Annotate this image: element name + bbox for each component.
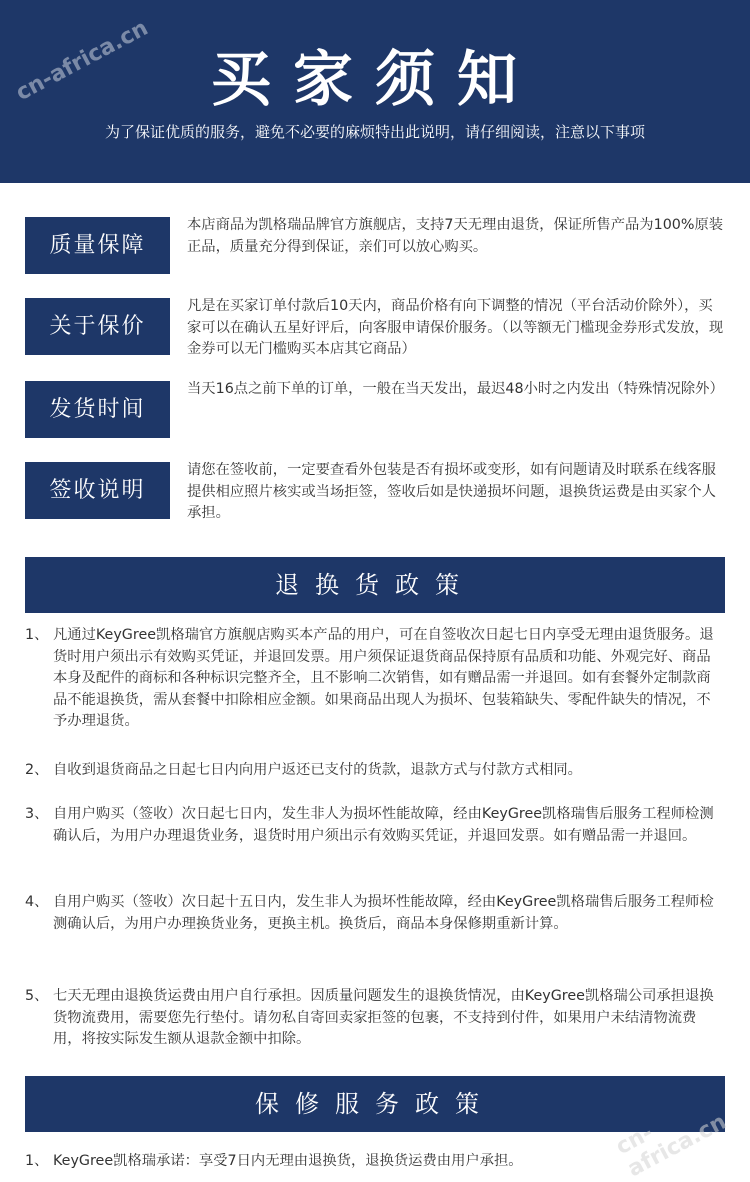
policy-item	[25, 986, 720, 1051]
header-banner	[0, 0, 750, 183]
section-title-warranty-policy: 保修服务政策	[25, 1076, 725, 1132]
policy-item-number: 1、	[25, 1153, 49, 1169]
policy-item	[25, 804, 720, 847]
policy-item	[25, 1151, 720, 1173]
page-subtitle: 为了保证优质的服务，避免不必要的麻烦特出此说明，请仔细阅读，注意以下事项	[104, 123, 645, 141]
policy-item-number: 1、	[25, 627, 49, 643]
notice-label: 质量保障	[25, 217, 170, 274]
policy-item-text: 自收到退货商品之日起七日内向用户返还已支付的货款，退款方式与付款方式相同。	[53, 762, 582, 778]
page-title: 买家须知	[211, 45, 539, 115]
notice-text: 本店商品为凯格瑞品牌官方旗舰店，支持7天无理由退货，保证所售产品为100%原装正品，质量充分得到保证，亲们可以放心购买。	[187, 217, 724, 255]
notice-text: 凡是在买家订单付款后10天内，商品价格有向下调整的情况（平台活动价除外），买家可以在确认五星好评后，向客服申请保价服务。（以等额无门槛现金券形式发放，现金券可以无门槛购买本店其它商品）	[187, 298, 724, 357]
policy-item-number: 5、	[25, 988, 49, 1004]
policy-item-number: 2、	[25, 762, 49, 778]
policy-item-text: 自用户购买（签收）次日起七日内，发生非人为损坏性能故障，经由KeyGree凯格瑞售后服务工程师检测确认后，为用户办理退货业务，退货时用户须出示有效购买凭证，并退回发票。如有赠品需一并退回。	[53, 806, 714, 844]
notice-text: 请您在签收前，一定要查看外包装是否有损坏或变形，如有问题请及时联系在线客服提供相应照片核实或当场拒签，签收后如是快递损坏问题，退换货运费是由买家个人承担。	[187, 462, 716, 521]
notice-label: 签收说明	[25, 462, 170, 519]
policy-item-number: 4、	[25, 894, 49, 910]
policy-item	[25, 892, 720, 935]
policy-item	[25, 625, 720, 733]
policy-item-text: KeyGree凯格瑞承诺：享受7日内无理由退换货，退换货运费由用户承担。	[53, 1153, 523, 1169]
policy-item-text: 凡通过KeyGree凯格瑞官方旗舰店购买本产品的用户，可在自签收次日起七日内享受无理由退货服务。退货时用户须出示有效购买凭证，并退回发票。用户须保证退货商品保持原有品质和功能、外观完好、商品本身及配件的商标和各种标识完整齐全，且不影响二次销售，如有赠品需一并退回。如有套餐外定制款商品不能退换货，需从套餐中扣除相应金额。如果商品出现人为损坏、包装箱缺失、零配件缺失的情况，不予办理退货。	[53, 627, 714, 729]
notice-label: 关于保价	[25, 298, 170, 355]
policy-item-text: 七天无理由退换货运费由用户自行承担。因质量问题发生的退换货情况，由KeyGree凯格瑞公司承担退换货物流费用，需要您先行垫付。请勿私自寄回卖家拒签的包裹，不支持到付件，如果用户未结清物流费用，将按实际发生额从退款金额中扣除。	[53, 988, 714, 1047]
policy-item-number: 3、	[25, 806, 49, 822]
notice-label: 发货时间	[25, 381, 170, 438]
policy-item-text: 自用户购买（签收）次日起十五日内，发生非人为损坏性能故障，经由KeyGree凯格瑞售后服务工程师检测确认后，为用户办理换货业务，更换主机。换货后，商品本身保修期重新计算。	[53, 894, 714, 932]
notice-text: 当天16点之前下单的订单，一般在当天发出，最迟48小时之内发出（特殊情况除外）	[187, 381, 724, 397]
section-title-return-policy: 退换货政策	[25, 557, 725, 613]
watermark: cn-africa.cn	[612, 1109, 731, 1182]
policy-item	[25, 760, 720, 782]
watermark: cn-africa.cn	[12, 15, 153, 107]
